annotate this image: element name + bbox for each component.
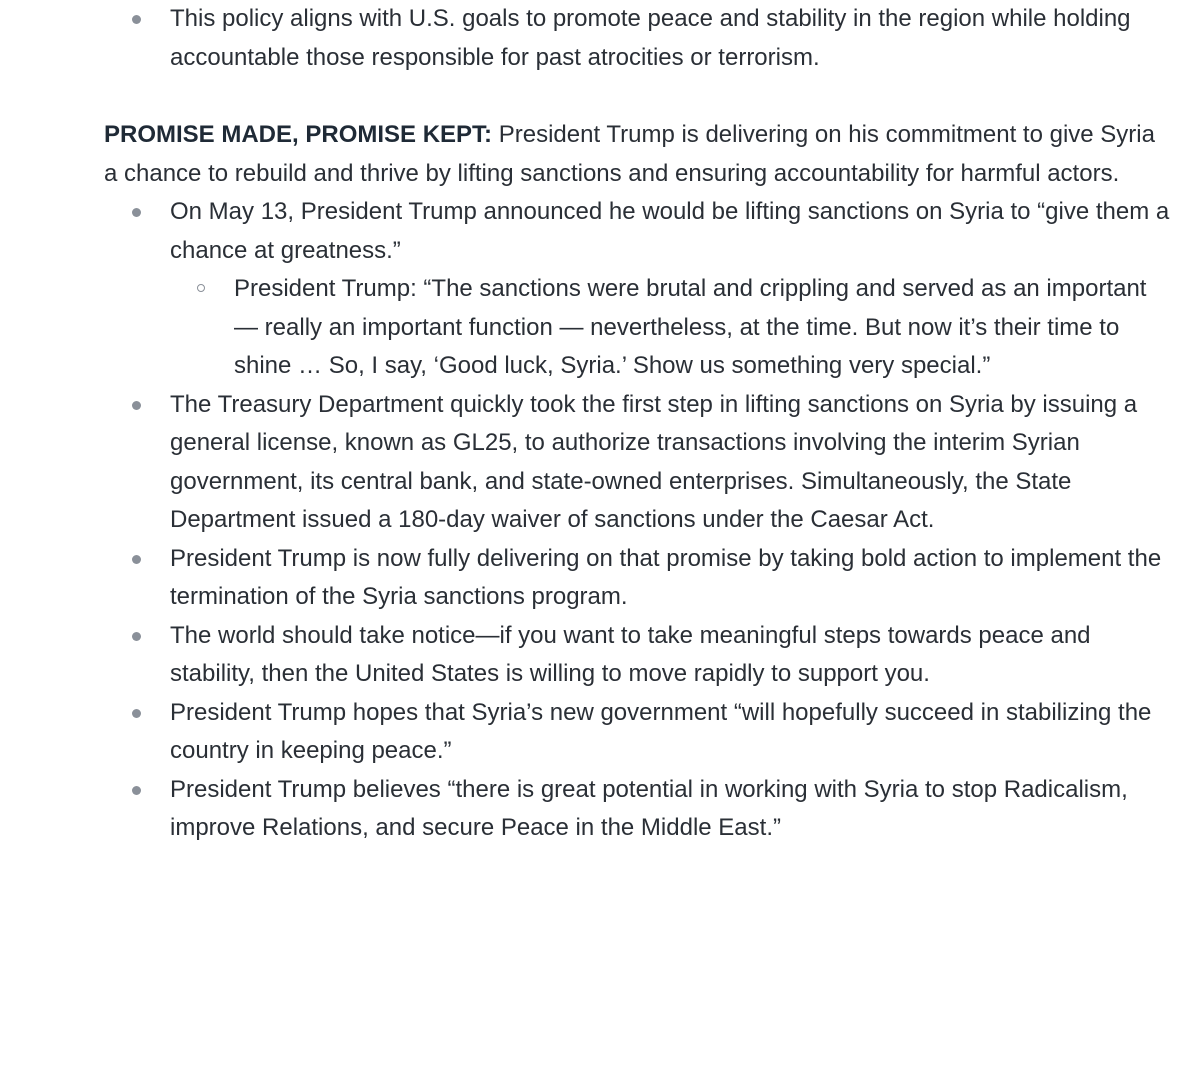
- bullet-dot-icon: [132, 401, 141, 410]
- list-item: [0, 0, 1200, 77]
- bullet-dot-icon: [132, 786, 141, 795]
- list-item: [0, 540, 1200, 617]
- list-item: [0, 386, 1200, 540]
- bullet-dot-icon: [132, 208, 141, 217]
- list-item: [0, 771, 1200, 848]
- promise-body: President Trump is delivering on his commitment to give Syria a chance to rebuild and thrive by lifting sanctions and ensuring accountability for harmful actors.: [104, 121, 1155, 187]
- sub-list-item: [170, 270, 1170, 386]
- list-item: [0, 617, 1200, 694]
- bullet-dot-icon: [132, 555, 141, 564]
- list-item-text: The world should take notice—if you want to take meaningful steps towards peace and stability, then the United States is willing to move rapidly to support you.: [170, 621, 1091, 687]
- list-item: [0, 694, 1200, 771]
- promise-paragraph: [0, 77, 1200, 193]
- promise-heading: PROMISE MADE, PROMISE KEPT:: [104, 121, 493, 148]
- sub-list-item-text: President Trump: “The sanctions were brutal and crippling and served as an important — really an important function — nevertheless, at the time. But now it’s their time to shine … So, I say, ‘Good luck, Syria.’ Show us something very special.”: [234, 275, 1147, 379]
- list-item-text: President Trump hopes that Syria’s new government “will hopefully succeed in stabilizing the country in keeping peace.”: [170, 698, 1152, 764]
- list-item-text: This policy aligns with U.S. goals to promote peace and stability in the region while holding accountable those responsible for past atrocities or terrorism.: [170, 5, 1131, 71]
- bullet-list-top: [0, 0, 1200, 77]
- bullet-list-main: [0, 193, 1200, 848]
- list-item: [0, 193, 1200, 386]
- list-item-text: On May 13, President Trump announced he would be lifting sanctions on Syria to “give them a chance at greatness.”: [170, 198, 1170, 264]
- bullet-dot-icon: [132, 709, 141, 718]
- list-item-text: The Treasury Department quickly took the first step in lifting sanctions on Syria by issuing a general license, known as GL25, to authorize transactions involving the interim Syrian government, its central bank, and state-owned enterprises. Simultaneously, the State Department issued a 180-day waiver of sanctions under the Caesar Act.: [170, 390, 1138, 533]
- list-item-text: President Trump is now fully delivering on that promise by taking bold action to implement the termination of the Syria sanctions program.: [170, 544, 1162, 610]
- bullet-circle-icon: [197, 284, 205, 292]
- bullet-dot-icon: [132, 632, 141, 641]
- sub-bullet-list: [170, 270, 1170, 386]
- bullet-dot-icon: [132, 15, 141, 24]
- list-item-text: President Trump believes “there is great potential in working with Syria to stop Radicalism, improve Relations, and secure Peace in the Middle East.”: [170, 775, 1128, 841]
